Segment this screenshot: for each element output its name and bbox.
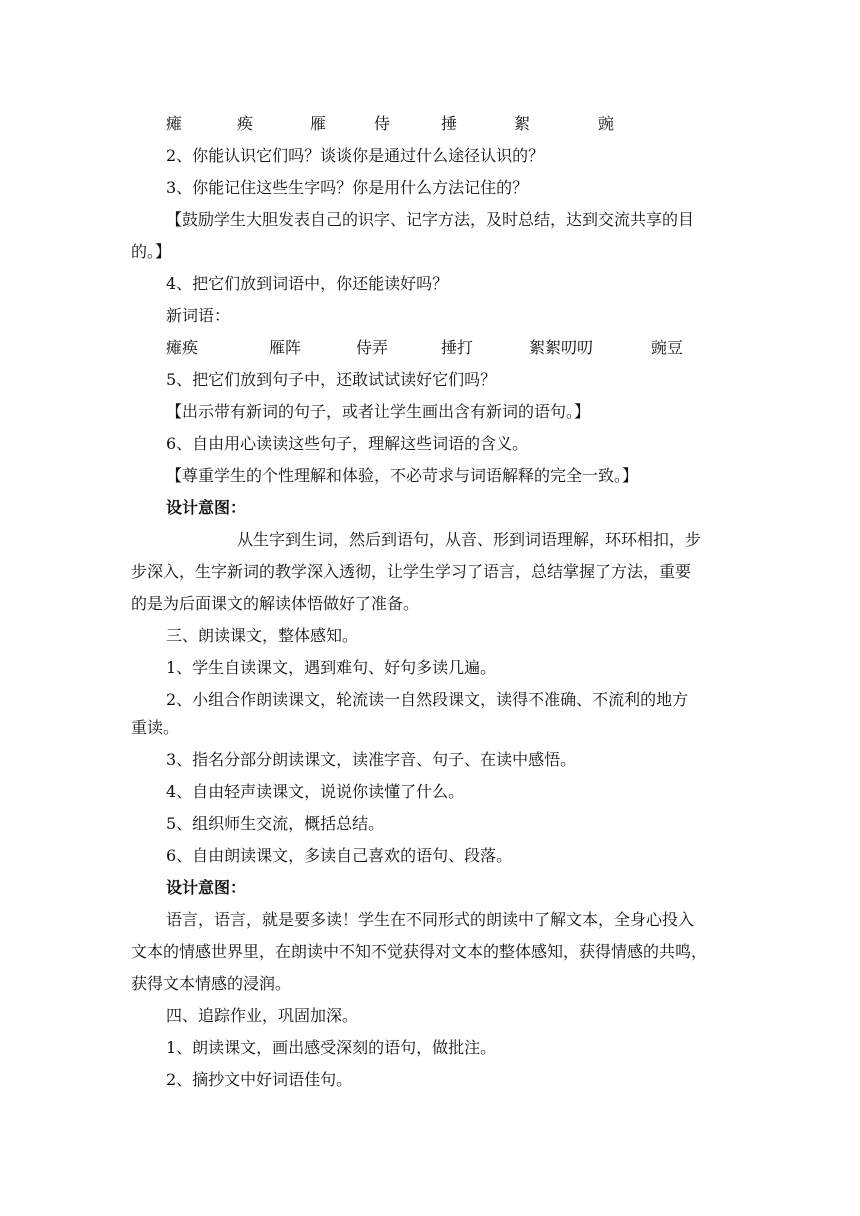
section-4-item-1: 1、朗读课文，画出感受深刻的语句，做批注。 [166,1038,497,1057]
note-2: 【出示带有新词的句子，或者让学生画出含有新词的语句。】 [166,402,591,421]
word-2: 雁阵 [269,338,302,357]
design-intent-heading-1: 设计意图： [166,498,247,517]
section-3-item-2-line-1: 2、小组合作朗读课文，轮流读一自然段课文，读得不准确、不流利的地方 [166,690,689,709]
word-6: 豌豆 [651,338,684,357]
section-3-item-5: 5、组织师生交流，概括总结。 [166,814,385,833]
design-intent-heading-2: 设计意图： [166,878,247,897]
section-3-item-6: 6、自由朗读课文，多读自己喜欢的语句、段落。 [166,846,513,865]
word-5: 絮絮叨叨 [529,338,594,357]
note-3: 【尊重学生的个性理解和体验，不必苛求与词语解释的完全一致。】 [166,466,639,485]
note-1-line-2: 的。】 [131,242,172,261]
section-3-item-4: 4、自由轻声读课文，说说你读懂了什么。 [166,782,465,801]
design-intent-2-line-2: 文本的情感世界里，在朗读中不知不觉获得对文本的整体感知，获得情感的共鸣， [131,942,708,961]
section-3-item-2-line-2: 重读。 [131,718,180,737]
note-1-line-1: 【鼓励学生大胆发表自己的识字、记字方法，及时总结，达到交流共享的目 [166,210,695,229]
section-3-item-1: 1、学生自读课文，遇到难句、好句多读几遍。 [166,658,497,677]
question-4: 4、把它们放到词语中，你还能读好吗？ [166,274,449,293]
design-intent-1-line-2: 步深入，生字新词的教学深入透彻，让学生学习了语言，总结掌握了方法，重要 [131,562,692,581]
section-4-item-2: 2、摘抄文中好词语佳句。 [166,1070,353,1089]
section-3-heading: 三、朗读课文，整体感知。 [166,626,359,645]
question-6: 6、自由用心读读这些句子，理解这些词语的含义。 [166,434,529,453]
design-intent-1-line-1: 从生字到生词，然后到语句，从音、形到词语理解，环环相扣，步 [237,530,702,549]
word-1: 瘫痪 [166,338,199,357]
char-1: 瘫 [166,114,183,133]
new-words-label: 新词语： [166,306,231,325]
char-7: 豌 [598,114,615,133]
design-intent-1-line-3: 的是为后面课文的解读体悟做好了准备。 [131,594,420,613]
design-intent-2-line-3: 获得文本情感的浸润。 [131,974,292,993]
question-3: 3、你能记住这些生字吗？你是用什么方法记住的？ [166,178,529,197]
question-2: 2、你能认识它们吗？谈谈你是通过什么途径认识的？ [166,146,545,165]
design-intent-2-line-1: 语言，语言，就是要多读！学生在不同形式的朗读中了解文本，全身心投入 [166,910,695,929]
char-5: 捶 [441,114,458,133]
question-5: 5、把它们放到句子中，还敢试试读好它们吗？ [166,370,497,389]
char-3: 雁 [310,114,327,133]
word-3: 侍弄 [356,338,389,357]
word-4: 捶打 [441,338,474,357]
section-3-item-3: 3、指名分部分朗读课文，读准字音、句子、在读中感悟。 [166,750,577,769]
char-2: 痪 [237,114,254,133]
char-4: 侍 [374,114,391,133]
section-4-heading: 四、追踪作业，巩固加深。 [166,1006,359,1025]
char-6: 絮 [514,114,531,133]
